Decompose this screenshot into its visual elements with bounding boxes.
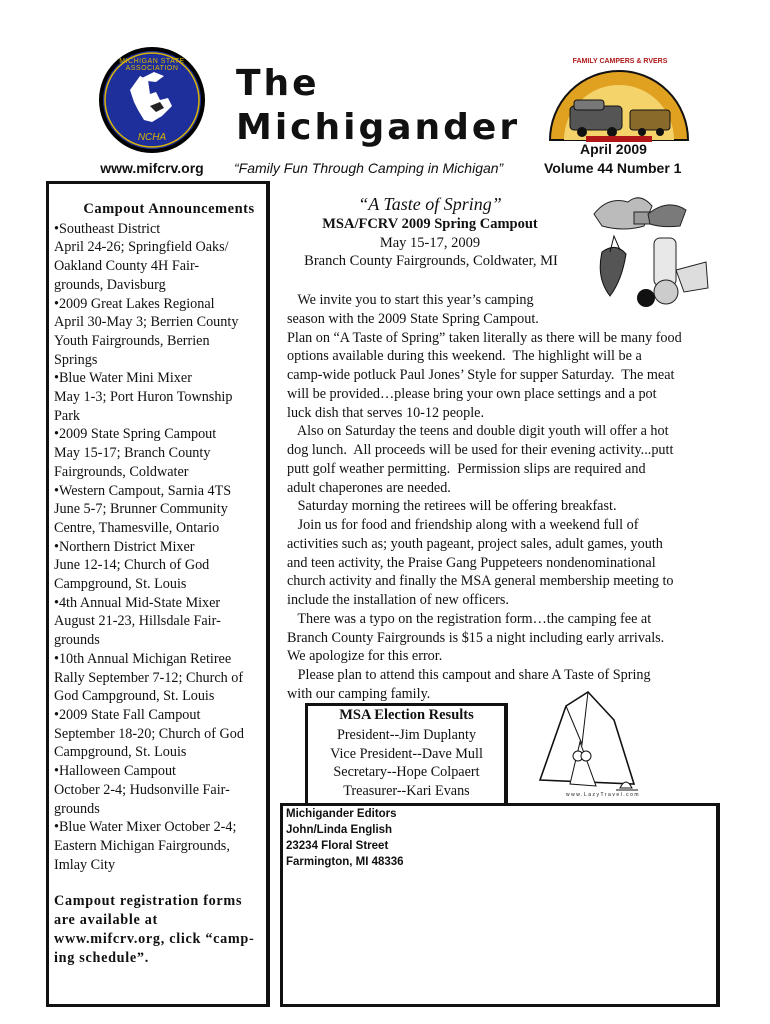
article-location: Branch County Fairgrounds, Coldwater, MI — [304, 253, 558, 269]
announcement-line: Oakland County 4H Fair- — [54, 258, 200, 275]
announcement-line: August 21-23, Hillsdale Fair- — [54, 613, 221, 630]
registration-line: Campout registration forms — [54, 893, 243, 909]
announcement-line: •10th Annual Michigan Retiree — [54, 650, 232, 667]
editors-line: Farmington, MI 48336 — [286, 856, 404, 868]
title-line-1: The — [236, 63, 320, 104]
editors-line: 23234 Floral Street — [286, 840, 389, 852]
announcement-line: Springs — [54, 351, 98, 368]
title-line-2: Michigander — [236, 107, 521, 148]
article-body — [287, 291, 727, 704]
article-line: activities such as; youth pageant, project sales, adult games, youth — [287, 535, 663, 552]
article-dates: May 15-17, 2009 — [379, 235, 481, 251]
announcement-line: May 1-3; Port Huron Township — [54, 389, 233, 406]
election-title: MSA Election Results — [339, 707, 474, 723]
announcement-line: Park — [54, 407, 81, 424]
election-result: Treasurer--Kari Evans — [343, 782, 470, 799]
article-line: church activity and finally the MSA general membership meeting to — [287, 573, 674, 590]
announcement-line: June 12-14; Church of God — [54, 557, 210, 574]
announcement-line: May 15-17; Branch County — [54, 445, 211, 462]
announcement-line: Youth Fairgrounds, Berrien — [54, 332, 210, 349]
announcement-line: •4th Annual Mid-State Mixer — [54, 594, 221, 611]
editors-line: John/Linda English — [286, 824, 393, 836]
announcement-line: Centre, Thamesville, Ontario — [54, 519, 220, 536]
article-subheading: MSA/FCRV 2009 Spring Campout — [322, 216, 538, 232]
registration-line: www.mifcrv.org, click “camp- — [54, 931, 255, 947]
article-line: with our camping family. — [287, 685, 431, 702]
article-line: We invite you to start this year’s camping — [287, 292, 534, 308]
campout-announcements — [54, 200, 268, 874]
tent-caption: www.LazyTravel.com — [566, 792, 641, 798]
article-line: We apologize for this error. — [287, 648, 443, 665]
article-line: camp-wide potluck Paul Jones’ Style for supper Saturday. The meat — [287, 367, 675, 383]
announcement-line: Campground, St. Louis — [54, 576, 187, 593]
logo-left-text-bottom: NCHA — [137, 132, 167, 143]
announcement-line: •Blue Water Mixer October 2-4; — [54, 819, 237, 836]
site-url[interactable]: www.mifcrv.org — [100, 160, 204, 176]
announcement-line: June 5-7; Brunner Community — [54, 501, 228, 518]
announcement-line: •2009 State Fall Campout — [54, 706, 201, 723]
editors-info — [286, 806, 404, 870]
issue-volume: Volume 44 Number 1 — [544, 160, 682, 176]
article-line: There was a typo on the registration form…the camping fee at — [287, 610, 652, 627]
announcement-line: •Halloween Campout — [54, 763, 176, 780]
announcement-line: •Blue Water Mini Mixer — [54, 370, 192, 387]
page-title — [236, 62, 520, 150]
article-line: will be provided…please bring your own place settings and a pot — [287, 385, 657, 402]
announcement-line: Imlay City — [54, 856, 116, 873]
logo-right-text: FAMILY CAMPERS & RVERS — [572, 58, 668, 65]
article-line: Please plan to attend this campout and share A Taste of Spring — [287, 667, 651, 683]
registration-line: ing schedule”. — [54, 950, 149, 966]
article-line: options available during this weekend. The highlight will be a — [287, 348, 642, 365]
article-line: season with the 2009 State Spring Campout. — [287, 310, 539, 327]
announcement-line: Eastern Michigan Fairgrounds, — [54, 837, 230, 854]
announcement-line: •Northern District Mixer — [54, 538, 195, 555]
election-result: Secretary--Hope Colpaert — [333, 764, 480, 780]
article-line: Join us for food and friendship along with a weekend full of — [287, 517, 639, 533]
announcement-line: •2009 Great Lakes Regional — [54, 295, 215, 312]
election-results — [305, 726, 508, 800]
article-line: Branch County Fairgrounds is $15 a night including early arrivals. — [287, 629, 665, 646]
article-line: include the installation of new officers. — [287, 592, 509, 608]
announcement-line: •Southeast District — [54, 220, 161, 237]
announcement-line: April 30-May 3; Berrien County — [54, 314, 239, 331]
announcement-line: grounds — [54, 800, 100, 817]
article-line: Saturday morning the retirees will be offering breakfast. — [287, 498, 617, 515]
announcement-line: Rally September 7-12; Church of — [54, 669, 244, 686]
article-line: luck dish that serves 10-12 people. — [287, 404, 485, 421]
announcement-list — [54, 220, 268, 875]
issue-date: April 2009 — [580, 141, 647, 157]
announcement-line: October 2-4; Hudsonville Fair- — [54, 781, 230, 798]
announcement-line: grounds — [54, 632, 100, 649]
announcements-heading: Campout Announcements — [83, 201, 255, 217]
article-line: putt golf weather permitting. Permission slips are required and — [287, 460, 646, 477]
tagline: “Family Fun Through Camping in Michigan” — [234, 160, 504, 176]
announcement-line: •Western Campout, Sarnia 4TS — [54, 482, 232, 499]
announcement-line: Campground, St. Louis — [54, 744, 187, 761]
registration-note — [54, 892, 268, 968]
tent-illustration — [530, 684, 666, 802]
announcement-line: God Campground, St. Louis — [54, 688, 215, 705]
article-line: adult chaperones are needed. — [287, 479, 451, 496]
registration-line: are available at — [54, 912, 158, 928]
announcement-line: April 24-26; Springfield Oaks/ — [54, 239, 229, 256]
announcement-line: •2009 State Spring Campout — [54, 426, 217, 443]
article-line: and teen activity, the Praise Gang Puppeteers nondenominational — [287, 554, 656, 571]
announcement-line: Fairgrounds, Coldwater — [54, 463, 189, 480]
election-result: Vice President--Dave Mull — [330, 745, 483, 762]
article-line: Also on Saturday the teens and double digit youth will offer a hot — [287, 423, 669, 440]
article-line: dog lunch. All proceeds will be used for their evening activity...putt — [287, 442, 674, 458]
article-heading: “A Taste of Spring” — [358, 194, 502, 214]
article-line: Plan on “A Taste of Spring” taken literally as there will be many food — [287, 329, 682, 346]
editors-line: Michigander Editors — [286, 808, 397, 820]
logo-left-text-top: MICHIGAN STATE ASSOCIATION — [119, 58, 185, 72]
election-result: President--Jim Duplanty — [336, 727, 477, 743]
announcement-line: September 18-20; Church of God — [54, 725, 244, 742]
announcement-line: grounds, Davisburg — [54, 276, 166, 293]
